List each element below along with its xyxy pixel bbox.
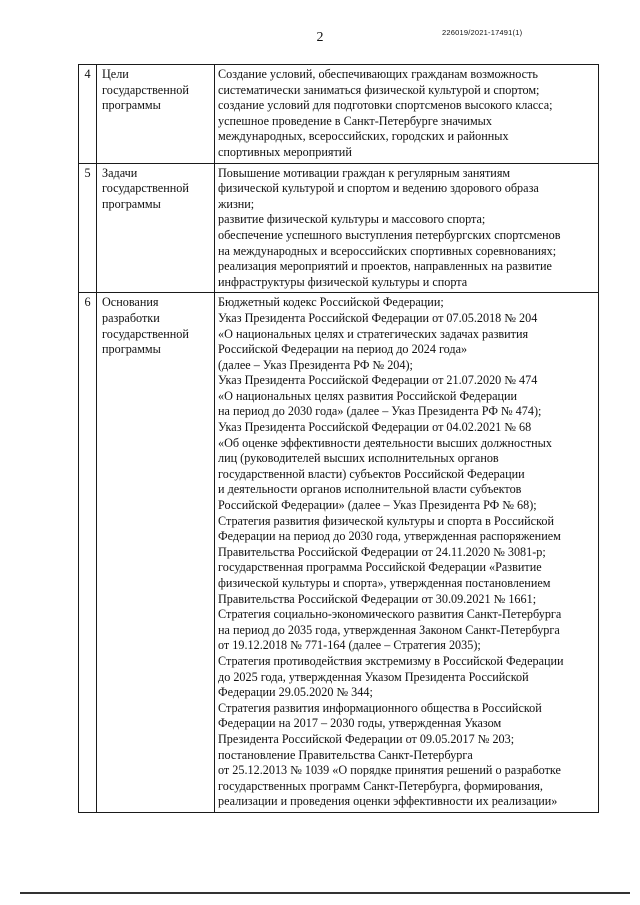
content-line: «О национальных целях развития Российской Федерации	[218, 388, 518, 403]
table-row	[79, 163, 599, 293]
content-line: Создание условий, обеспечивающих гражданам возможность	[218, 67, 538, 81]
content-line: физической культуры и спорта», утвержденная постановлением	[218, 576, 551, 590]
content-line: Правительства Российской Федерации от 30.09.2021 № 1661;	[218, 591, 537, 606]
bottom-scan-border	[20, 892, 630, 894]
content-line: «Об оценке эффективности деятельности высших должностных	[218, 435, 552, 450]
content-line: на международных и всероссийских спортивных соревнованиях;	[218, 243, 557, 258]
content-line: постановление Правительства Санкт-Петербурга	[218, 747, 473, 762]
row-number: 6	[79, 293, 97, 813]
content-line: Повышение мотивации граждан к регулярным занятиям	[218, 165, 511, 180]
program-passport-table	[78, 64, 599, 813]
content-line: Российской Федерации» (далее – Указ Президента РФ № 68);	[218, 498, 537, 513]
content-line: Стратегия социально-экономического развития Санкт-Петербурга	[218, 607, 562, 622]
content-line: Федерации 29.05.2020 № 344;	[218, 685, 373, 700]
label-line: Цели	[102, 67, 129, 81]
label-line: государственной	[102, 82, 189, 97]
content-line: государственных программ Санкт-Петербурга, формирования,	[218, 778, 543, 793]
content-line: Стратегия противодействия экстремизму в Российской Федерации	[218, 653, 564, 668]
content-line: развитие физической культуры и массового спорта;	[218, 212, 486, 227]
page-number: 2	[316, 30, 324, 45]
content-line: государственной власти) субъектов Российской Федерации	[218, 466, 525, 481]
content-line: реализация мероприятий и проектов, направленных на развитие	[218, 259, 552, 274]
table-row	[79, 65, 599, 164]
content-line: обеспечение успешного выступления петербургских спортсменов	[218, 227, 561, 242]
content-line: лиц (руководителей высших исполнительных органов	[218, 451, 499, 466]
label-line: Основания	[102, 295, 159, 310]
content-line: и деятельности органов исполнительной власти субъектов	[218, 482, 522, 497]
row-label	[97, 293, 215, 813]
content-line: Президента Российской Федерации от 09.05.2017 № 203;	[218, 731, 515, 746]
content-line: от 25.12.2013 № 1039 «О порядке принятия решений о разработке	[218, 763, 561, 778]
content-line: Указ Президента Российской Федерации от 21.07.2020 № 474	[218, 373, 538, 388]
content-line: Бюджетный кодекс Российской Федерации;	[218, 295, 444, 310]
content-line: Стратегия развития информационного общества в Российской	[218, 700, 542, 715]
content-line: Федерации на 2017 – 2030 годы, утвержденная Указом	[218, 716, 502, 731]
label-line: государственной	[102, 326, 189, 341]
content-line: реализации и проведения оценки эффективности их реализации»	[218, 794, 558, 809]
label-line: программы	[102, 342, 161, 357]
content-line: Стратегия развития физической культуры и спорта в Российской	[218, 513, 554, 528]
content-line: успешное проведение в Санкт-Петербурге значимых	[218, 113, 492, 128]
row-content	[215, 163, 599, 293]
content-line: от 19.12.2018 № 771-164 (далее – Стратегия 2035);	[218, 638, 481, 653]
row-content	[215, 293, 599, 813]
row-number: 5	[79, 163, 97, 293]
content-line: Российской Федерации на период до 2024 года»	[218, 342, 468, 357]
content-line: Федерации на период до 2030 года, утвержденная распоряжением	[218, 529, 561, 544]
row-label	[97, 163, 215, 293]
table-row	[79, 293, 599, 813]
content-line: международных, всероссийских, городских и районных	[218, 129, 509, 144]
content-line: физической культурой и спортом и ведению здорового образа	[218, 181, 539, 196]
row-label	[97, 65, 215, 164]
row-number: 4	[79, 65, 97, 164]
content-line: на период до 2035 года, утвержденная Законом Санкт-Петербурга	[218, 622, 560, 637]
content-line: Указ Президента Российской Федерации от 04.02.2021 № 68	[218, 420, 532, 435]
content-line: жизни;	[218, 196, 255, 211]
label-line: программы	[102, 98, 161, 113]
row-content	[215, 65, 599, 164]
content-line: Указ Президента Российской Федерации от 07.05.2018 № 204	[218, 310, 538, 325]
content-line: «О национальных целях и стратегических задачах развития	[218, 326, 529, 341]
content-line: создание условий для подготовки спортсменов высокого класса;	[218, 98, 553, 113]
label-line: Задачи	[102, 165, 138, 180]
label-line: разработки	[102, 310, 160, 325]
content-line: на период до 2030 года» (далее – Указ Президента РФ № 474);	[218, 404, 542, 419]
content-line: систематически заниматься физической культурой и спортом;	[218, 82, 540, 97]
content-line: государственная программа Российской Федерации «Развитие	[218, 560, 542, 575]
content-line: до 2025 года, утвержденная Указом Президента Российской	[218, 669, 529, 684]
content-line: спортивных мероприятий	[218, 144, 352, 159]
content-line: инфраструктуры физической культуры и спорта	[218, 274, 468, 289]
document-code: 226019/2021-17491(1)	[442, 28, 523, 37]
label-line: государственной	[102, 181, 189, 196]
content-line: (далее – Указ Президента РФ № 204);	[218, 357, 413, 372]
label-line: программы	[102, 196, 161, 211]
content-line: Правительства Российской Федерации от 24.11.2020 № 3081-р;	[218, 544, 546, 559]
